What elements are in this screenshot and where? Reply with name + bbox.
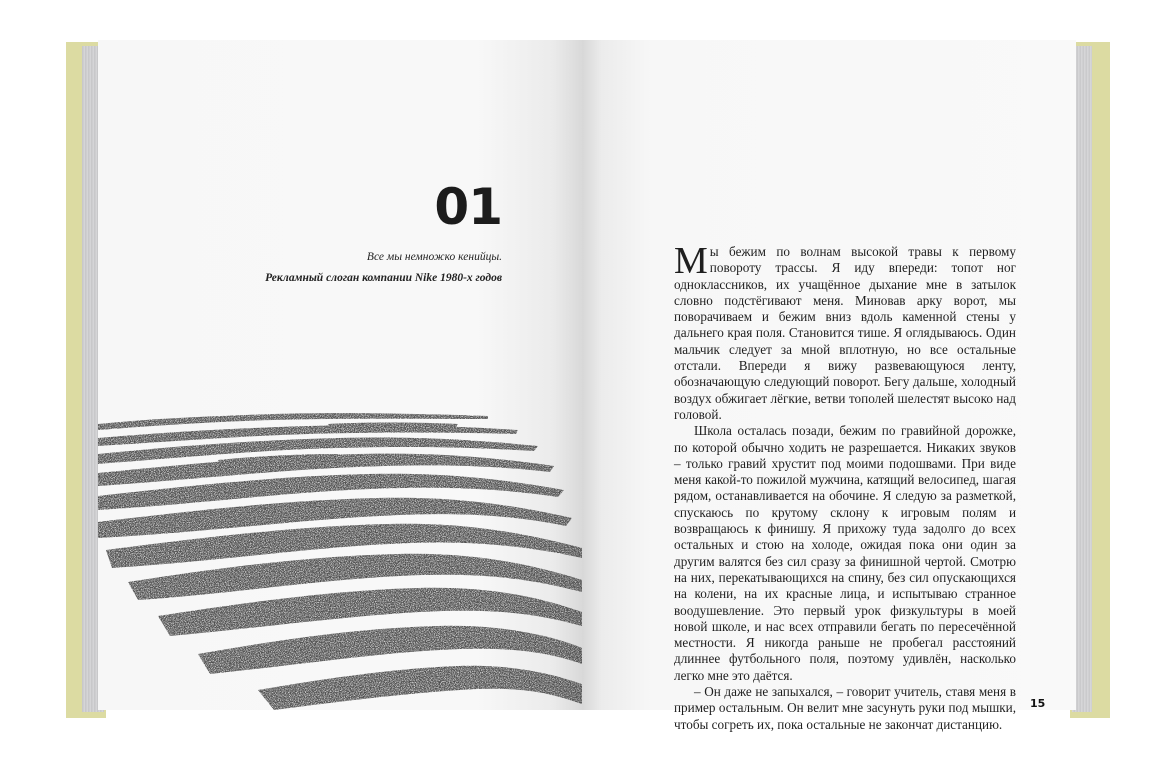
epigraph-text: Все мы немножко кенийцы. xyxy=(366,251,502,263)
paragraph: Школа осталась позади, бежим по гравийной дорожке, по которой обычно ходить не разрешается. Никаких звуков – только гравий хрустит под моими подошвами. При виде меня какой-то пожилой мужчина, катящий велосипед, шагая рядом, останавливается на обочине. Я следую за разметкой, спускаюсь по крутому склону к игровым полям и возвращаюсь к финишу. Я прихожу туда задолго до всех остальных и стою на холоде, ожидая пока они один за другим валятся без сил сразу за финишной чертой. Смотрю на них, перекатывающихся на спину, без сил опускающихся на колени, на их красные лица, и испытываю странное воодушевление. Это первый урок физкультуры в моей новой школе, и нас всех отправили бегать по пересечённой местности. Я никогда раньше не пробегал расстояний длиннее футбольного поля, поэтому удивлён, насколько легко мне это даётся. xyxy=(674,423,1016,683)
right-page xyxy=(582,40,1076,732)
drop-cap: М xyxy=(674,240,708,282)
epigraph xyxy=(265,251,502,284)
epigraph-source: Рекламный слоган компании Nike 1980-х годов xyxy=(265,272,502,284)
page-number: 15 xyxy=(1030,697,1046,710)
field-waves-illustration xyxy=(98,410,582,710)
paragraph xyxy=(674,240,1016,423)
body-text xyxy=(674,240,1016,733)
chapter-number: 01 xyxy=(434,178,502,236)
paragraph: – Он даже не запыхался, – говорит учитель, ставя меня в пример остальным. Он велит мне засунуть руки под мышки, чтобы согреть их, пока остальные не закончат дистанцию. xyxy=(674,684,1016,732)
paragraph-text: ы бежим по волнам высокой травы к первому повороту трассы. Я иду впереди: топот ног одноклассников, их учащённое дыхание мне в затылок словно подстёгивают меня. Миновав арку ворот, мы поворачиваем и бежим вниз вдоль каменной стены у дальнего края поля. Становится тише. Я оглядываюсь. Один мальчик следует за мной вплотную, но все остальные отстали. Впереди я вижу развевающуюся ленту, обозначающую следующий поворот. Бегу дальше, холодный воздух обжигает лёгкие, ветви тополей шелестят высоко над головой. xyxy=(674,244,1016,422)
left-page xyxy=(98,40,582,710)
